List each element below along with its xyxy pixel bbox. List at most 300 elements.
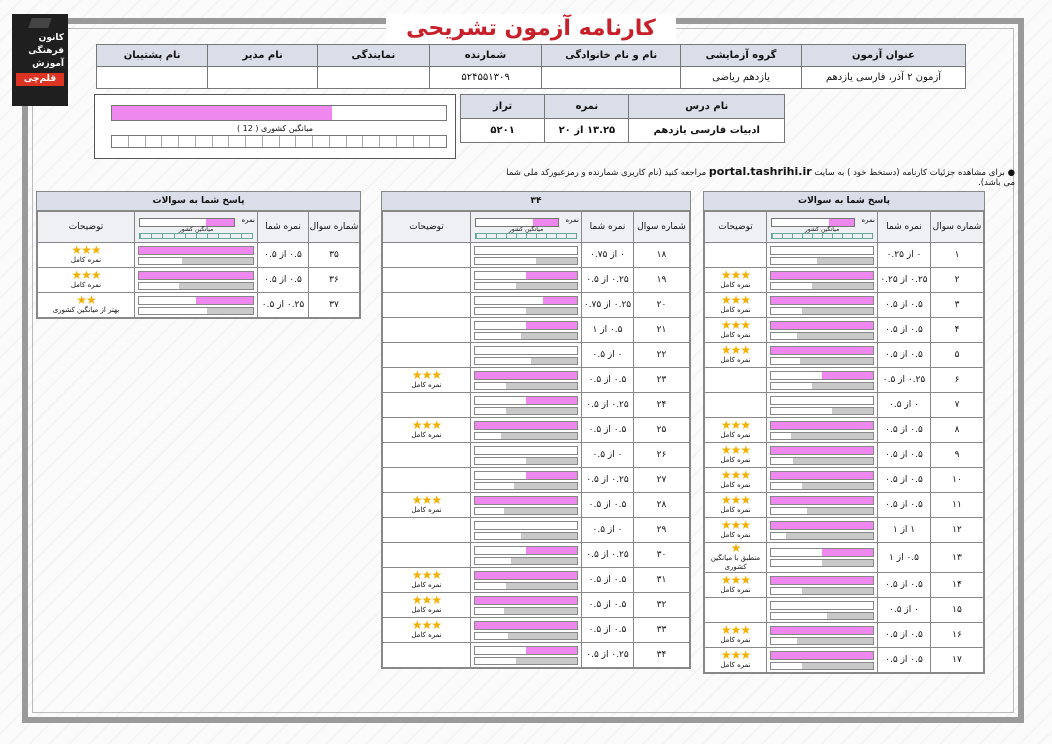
info-value <box>97 67 208 89</box>
description <box>705 543 767 573</box>
average-bar <box>474 432 578 440</box>
table-row <box>383 293 690 318</box>
table-row <box>705 468 984 493</box>
table-row <box>705 368 984 393</box>
average-bar <box>474 282 578 290</box>
yours-header: نمره شما <box>582 212 634 243</box>
lesson-value: ادبیات فارسی یازدهم <box>629 119 785 143</box>
scale-tick <box>145 136 162 147</box>
description-label: نمره کامل <box>720 586 751 594</box>
your-score-bar <box>770 548 874 557</box>
description <box>383 418 471 443</box>
your-score-bar <box>770 471 874 480</box>
description-label: نمره کامل <box>720 661 751 669</box>
score-bars <box>767 468 878 493</box>
table-row <box>38 293 360 318</box>
score-bars <box>767 623 878 648</box>
info-header: گروه آزمایشی <box>681 45 802 67</box>
star-icon: ★★★ <box>720 293 751 307</box>
score-bars <box>135 268 258 293</box>
your-score-bar <box>474 571 578 580</box>
taraz-value: ۵۲۰۱ <box>461 119 545 143</box>
your-score-bar <box>474 421 578 430</box>
table-row <box>705 598 984 623</box>
your-score-bar <box>474 446 578 455</box>
scale-tick <box>362 136 379 147</box>
description-label: نمره کامل <box>411 631 442 639</box>
table-row <box>383 368 690 393</box>
description-label: نمره کامل <box>720 481 751 489</box>
info-value: یازدهم ریاضی <box>681 67 802 89</box>
info-value: ۵۲۴۵۵۱۳۰۹ <box>429 67 541 89</box>
average-bar <box>474 557 578 565</box>
question-number: ۲۲ <box>634 343 690 368</box>
bar-header <box>135 212 258 243</box>
star-icon: ★★★ <box>720 573 751 587</box>
your-score-bar <box>770 371 874 380</box>
description-label: نمره کامل <box>720 636 751 644</box>
lesson-header: نام درس <box>629 95 785 119</box>
score-bars <box>471 268 582 293</box>
portal-link[interactable]: portal.tashrihi.ir <box>708 165 812 178</box>
description <box>705 518 767 543</box>
question-number: ۲۸ <box>634 493 690 518</box>
info-header: نام پشتیبان <box>97 45 208 67</box>
star-icon: ★★★ <box>411 618 442 632</box>
star-icon: ★★★ <box>720 318 751 332</box>
scale-tick <box>262 136 279 147</box>
scale-tick <box>429 136 446 147</box>
star-icon: ★★★ <box>71 268 101 282</box>
score-bars <box>767 598 878 623</box>
scale-tick <box>245 136 262 147</box>
your-score: ۰.۵ از ۰.۵ <box>878 573 931 598</box>
score-bars <box>471 518 582 543</box>
score-bars <box>767 268 878 293</box>
description-label: نمره کامل <box>720 506 751 514</box>
student-info-table <box>96 44 966 89</box>
description <box>383 518 471 543</box>
table-row <box>383 443 690 468</box>
qnum-header: شماره سوال <box>634 212 690 243</box>
table-row <box>383 318 690 343</box>
score-bars <box>471 618 582 643</box>
your-score: ۰.۵ از ۰.۵ <box>878 623 931 648</box>
question-number: ۶ <box>931 368 984 393</box>
table-row <box>38 243 360 268</box>
description-label: نمره کامل <box>720 356 751 364</box>
question-number: ۳۴ <box>634 643 690 668</box>
description <box>383 468 471 493</box>
table-row <box>705 648 984 673</box>
score-bars <box>767 518 878 543</box>
description <box>705 418 767 443</box>
your-score-bar <box>770 601 874 610</box>
description-label: نمره کامل <box>720 331 751 339</box>
scale-tick <box>228 136 245 147</box>
description <box>705 318 767 343</box>
scale-tick <box>413 136 430 147</box>
star-icon: ★★★ <box>411 593 442 607</box>
answers-table <box>37 211 360 318</box>
table-row <box>705 518 984 543</box>
your-score: ۰ از ۰.۵ <box>878 393 931 418</box>
info-header: نام و نام خانوادگی <box>542 45 681 67</box>
description <box>705 493 767 518</box>
question-number: ۳۰ <box>634 543 690 568</box>
score-bars <box>767 393 878 418</box>
description-label: نمره کامل <box>411 606 442 614</box>
avg-label: میانگین کشور <box>804 226 840 233</box>
your-score-bar <box>474 621 578 630</box>
score-bars <box>767 443 878 468</box>
table-row <box>705 268 984 293</box>
star-icon: ★★★ <box>720 468 751 482</box>
table-row <box>383 618 690 643</box>
question-number: ۳۳ <box>634 618 690 643</box>
your-score-bar <box>474 246 578 255</box>
your-score-bar <box>474 596 578 605</box>
score-bars <box>471 568 582 593</box>
your-score: ۰ از ۰.۵ <box>582 518 634 543</box>
your-score-bar <box>770 446 874 455</box>
your-score: ۰.۵ از ۰.۵ <box>582 418 634 443</box>
description <box>705 573 767 598</box>
question-number: ۱۲ <box>931 518 984 543</box>
description <box>705 268 767 293</box>
question-number: ۸ <box>931 418 984 443</box>
average-bar <box>474 407 578 415</box>
your-score-bar <box>770 321 874 330</box>
table-row <box>705 243 984 268</box>
score-bars <box>471 418 582 443</box>
description <box>383 443 471 468</box>
your-score-bar <box>474 346 578 355</box>
description <box>38 268 135 293</box>
your-score-bar <box>770 496 874 505</box>
question-number: ۲۳ <box>634 368 690 393</box>
table-row <box>705 543 984 573</box>
average-bar <box>770 559 874 567</box>
average-bar <box>770 662 874 670</box>
scale-tick <box>195 136 212 147</box>
table-row <box>705 393 984 418</box>
your-score: ۰.۵ از ۱ <box>582 318 634 343</box>
description <box>383 343 471 368</box>
info-header: نمایندگی <box>317 45 429 67</box>
average-bar <box>474 507 578 515</box>
your-score-bar <box>770 421 874 430</box>
bar-header <box>471 212 582 243</box>
score-bars <box>471 493 582 518</box>
description <box>383 568 471 593</box>
answers-panel-right <box>703 191 985 674</box>
your-score: ۰ از ۰.۷۵ <box>582 243 634 268</box>
your-score: ۰.۲۵ از ۰.۵ <box>582 468 634 493</box>
question-number: ۲۴ <box>634 393 690 418</box>
description <box>383 268 471 293</box>
question-number: ۱۰ <box>931 468 984 493</box>
avg-label: میانگین کشور <box>508 226 544 233</box>
your-score-bar <box>474 296 578 305</box>
logo <box>12 14 68 106</box>
table-row <box>383 518 690 543</box>
star-icon: ★★★ <box>720 518 751 532</box>
average-bar <box>474 357 578 365</box>
average-bar <box>474 482 578 490</box>
your-score: ۰.۵ از ۰.۵ <box>258 243 309 268</box>
question-number: ۱۹ <box>634 268 690 293</box>
your-score-bar <box>770 521 874 530</box>
score-bars <box>471 393 582 418</box>
description <box>705 623 767 648</box>
star-icon: ★★★ <box>720 418 751 432</box>
score-bars <box>471 343 582 368</box>
answers-table <box>704 211 984 673</box>
desc-header: توضیحات <box>705 212 767 243</box>
table-row <box>383 568 690 593</box>
description <box>383 393 471 418</box>
star-icon: ★★★ <box>720 443 751 457</box>
question-number: ۲۵ <box>634 418 690 443</box>
panel-title: پاسخ شما به سوالات <box>37 192 360 211</box>
graduation-cap-icon <box>28 18 52 28</box>
your-score: ۰.۲۵ از ۰.۷۵ <box>582 293 634 318</box>
star-icon: ★★★ <box>71 243 101 257</box>
score-bars <box>471 293 582 318</box>
description-label: منطبق با میانگین کشوری <box>710 554 761 571</box>
question-number: ۲ <box>931 268 984 293</box>
table-row <box>705 343 984 368</box>
description <box>705 243 767 268</box>
table-row <box>383 243 690 268</box>
table-row <box>383 468 690 493</box>
scale-tick <box>128 136 145 147</box>
your-score-bar <box>474 496 578 505</box>
your-score-bar <box>770 296 874 305</box>
average-bar <box>138 307 254 315</box>
page-title: کارنامه آزمون تشریحی <box>386 14 676 44</box>
score-bars <box>471 443 582 468</box>
star-icon: ★★★ <box>720 268 751 282</box>
average-bar <box>138 257 254 265</box>
score-bars <box>471 368 582 393</box>
yours-header: نمره شما <box>258 212 309 243</box>
your-score: ۰ از ۰.۵ <box>582 343 634 368</box>
description-label: نمره کامل <box>70 281 102 289</box>
question-number: ۲۹ <box>634 518 690 543</box>
description <box>383 618 471 643</box>
info-value <box>208 67 318 89</box>
score-bars <box>767 418 878 443</box>
question-number: ۱۶ <box>931 623 984 648</box>
your-score-bar <box>770 576 874 585</box>
your-score: ۰.۵ از ۰.۵ <box>878 318 931 343</box>
score-bars <box>135 243 258 268</box>
description <box>705 443 767 468</box>
info-value: آزمون ۲ آذر، فارسی یازدهم <box>801 67 965 89</box>
description <box>383 318 471 343</box>
scale-tick <box>312 136 329 147</box>
your-score-bar <box>770 271 874 280</box>
table-row <box>383 393 690 418</box>
average-bar <box>474 307 578 315</box>
info-value <box>317 67 429 89</box>
qnum-header: شماره سوال <box>309 212 360 243</box>
average-bar <box>474 657 578 665</box>
average-bar <box>770 587 874 595</box>
question-number: ۳۷ <box>309 293 360 318</box>
bar-header <box>767 212 878 243</box>
description <box>38 243 135 268</box>
table-row <box>705 623 984 648</box>
average-bar <box>770 407 874 415</box>
description <box>383 593 471 618</box>
your-score-bar <box>474 646 578 655</box>
answers-panel-middle <box>381 191 691 669</box>
score-bars <box>767 318 878 343</box>
panel-title: ۳۴ <box>382 192 690 211</box>
your-score: ۰.۵ از ۰.۵ <box>878 418 931 443</box>
your-score-bar <box>474 471 578 480</box>
score-bars <box>767 493 878 518</box>
star-icon: ★★★ <box>720 623 751 637</box>
question-number: ۱۴ <box>931 573 984 598</box>
average-bar <box>770 282 874 290</box>
question-number: ۲۷ <box>634 468 690 493</box>
star-icon: ★★★ <box>411 568 442 582</box>
question-number: ۷ <box>931 393 984 418</box>
score-bars <box>471 543 582 568</box>
average-bar-fill <box>112 106 332 120</box>
description <box>383 493 471 518</box>
description-label: نمره کامل <box>720 531 751 539</box>
score-value: ۱۳.۲۵ از ۲۰ <box>545 119 629 143</box>
your-score-bar <box>474 396 578 405</box>
table-row <box>383 418 690 443</box>
score-bars <box>767 343 878 368</box>
description-label: نمره کامل <box>720 431 751 439</box>
scale-tick <box>178 136 195 147</box>
description <box>705 468 767 493</box>
your-score: ۰.۵ از ۰.۵ <box>878 343 931 368</box>
question-number: ۱۱ <box>931 493 984 518</box>
your-score-bar <box>138 246 254 255</box>
average-bar <box>770 382 874 390</box>
star-icon: ★★ <box>76 293 96 307</box>
desc-header: توضیحات <box>38 212 135 243</box>
star-icon: ★★★ <box>720 648 751 662</box>
star-icon: ★★★ <box>720 493 751 507</box>
your-score: ۰.۵ از ۰.۵ <box>878 648 931 673</box>
description <box>705 368 767 393</box>
description <box>383 368 471 393</box>
your-score: ۰ از ۰.۵ <box>878 598 931 623</box>
average-bar <box>770 457 874 465</box>
question-number: ۱۷ <box>931 648 984 673</box>
your-score: ۰.۵ از ۰.۵ <box>582 368 634 393</box>
score-header: نمره <box>545 95 629 119</box>
question-number: ۹ <box>931 443 984 468</box>
desc-header: توضیحات <box>383 212 471 243</box>
score-bars <box>767 243 878 268</box>
score-bars <box>471 468 582 493</box>
info-value <box>542 67 681 89</box>
question-number: ۴ <box>931 318 984 343</box>
question-number: ۵ <box>931 343 984 368</box>
table-row <box>38 268 360 293</box>
info-header: نام مدیر <box>208 45 318 67</box>
description-label: نمره کامل <box>411 506 442 514</box>
note-suffix: مراجعه کنید (نام کاربری شمارنده و رمزعبورکد ملی شما می باشد). <box>506 168 1015 188</box>
your-score-bar <box>138 296 254 305</box>
question-number: ۳۶ <box>309 268 360 293</box>
score-bars <box>767 543 878 573</box>
your-score: ۰.۲۵ از ۰.۵ <box>878 368 931 393</box>
description <box>383 543 471 568</box>
your-score: ۰.۵ از ۱ <box>878 543 931 573</box>
scale-tick <box>279 136 296 147</box>
your-score-bar <box>770 346 874 355</box>
description-label: نمره کامل <box>411 381 442 389</box>
scale-tick <box>396 136 413 147</box>
your-score-bar <box>138 271 254 280</box>
average-bar <box>474 632 578 640</box>
your-score: ۰.۵ از ۰.۵ <box>878 493 931 518</box>
qnum-header: شماره سوال <box>931 212 984 243</box>
average-bar <box>770 532 874 540</box>
your-score: ۰.۵ از ۰.۵ <box>878 443 931 468</box>
score-bars <box>767 368 878 393</box>
your-score: ۰.۵ از ۰.۵ <box>582 568 634 593</box>
average-bar <box>474 582 578 590</box>
star-icon: ★ <box>730 541 741 555</box>
question-number: ۳۲ <box>634 593 690 618</box>
score-label: نمره <box>565 216 579 224</box>
portal-note: ● برای مشاهده جزئیات کارنامه (دستخط خود ) به سایت portal.tashrihi.ir مراجعه کنید (نام کاربری شمارنده و رمزعبورکد ملی شما می باشد). <box>506 165 1015 188</box>
score-label: نمره <box>861 216 875 224</box>
panel-title: پاسخ شما به سوالات <box>704 192 984 211</box>
taraz-header: تراز <box>461 95 545 119</box>
table-row <box>705 418 984 443</box>
question-number: ۲۰ <box>634 293 690 318</box>
description <box>383 243 471 268</box>
question-number: ۳ <box>931 293 984 318</box>
description-label: بهتر از میانگین کشوری <box>52 306 120 314</box>
your-score: ۰.۵ از ۰.۵ <box>878 468 931 493</box>
national-average-box <box>94 94 456 159</box>
your-score: ۰.۵ از ۰.۵ <box>582 493 634 518</box>
description <box>705 343 767 368</box>
description <box>705 598 767 623</box>
table-row <box>383 343 690 368</box>
average-bar <box>770 432 874 440</box>
table-row <box>383 493 690 518</box>
average-bar <box>770 307 874 315</box>
score-bars <box>471 593 582 618</box>
your-score: ۰ از ۰.۲۵ <box>878 243 931 268</box>
question-number: ۱۳ <box>931 543 984 573</box>
logo-line: کانون <box>38 33 64 43</box>
note-prefix: برای مشاهده جزئیات کارنامه (دستخط خود ) به سایت <box>814 168 1005 178</box>
your-score: ۰.۵ از ۰.۵ <box>258 268 309 293</box>
table-row <box>705 443 984 468</box>
star-icon: ★★★ <box>411 368 442 382</box>
description-label: نمره کامل <box>411 431 442 439</box>
score-bars <box>471 318 582 343</box>
answers-panel-left <box>36 191 361 319</box>
average-scale <box>111 135 447 148</box>
